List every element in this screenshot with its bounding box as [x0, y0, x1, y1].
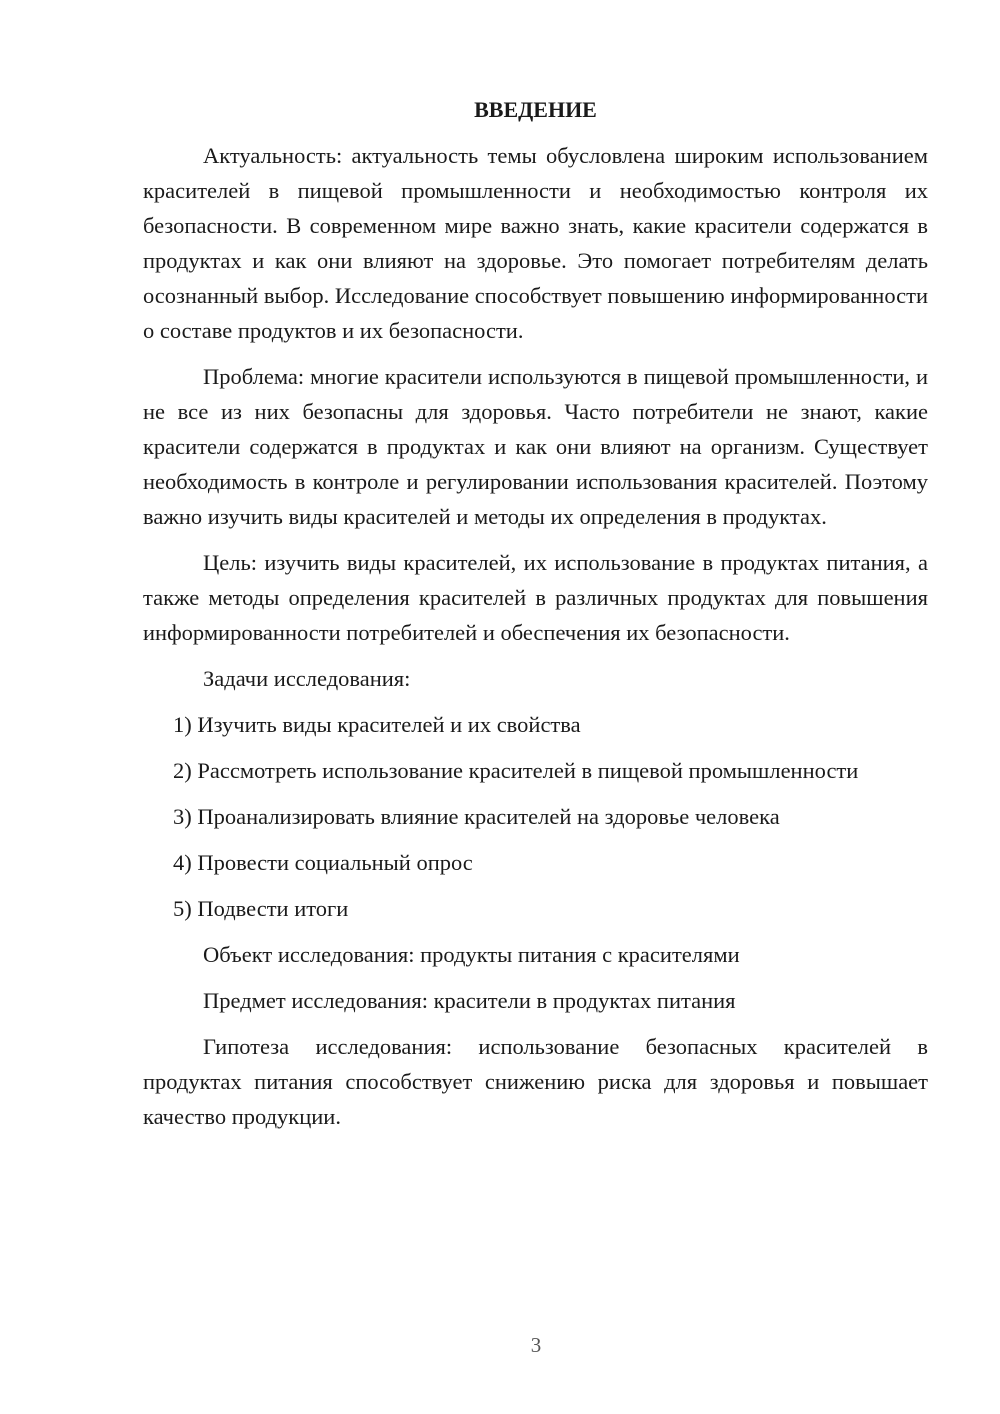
document-page [143, 92, 928, 1145]
task-item-2: 2) Рассмотреть использование красителей в пищевой промышленности [173, 758, 859, 783]
document-title: ВВЕДЕНИЕ [474, 97, 597, 122]
page-number: 3 [530, 1333, 542, 1357]
problem-paragraph: Проблема: многие красители используются в пищевой промышленности, и не все из них безопасны для здоровья. Часто потребители не знают, какие красители содержатся в продуктах и как они влияют на организм. Существует необходимость в контроле и регулировании использования красителей. Поэтому важно изучить виды красителей и методы их определения в продуктах. [143, 364, 928, 529]
task-item-5: 5) Подвести итоги [173, 896, 349, 921]
research-object: Объект исследования: продукты питания с красителями [203, 942, 740, 967]
goal-paragraph: Цель: изучить виды красителей, их использование в продуктах питания, а также методы определения красителей в различных продуктах для повышения информированности потребителей и обеспечения их безопасности. [143, 550, 928, 645]
task-item-1: 1) Изучить виды красителей и их свойства [173, 712, 581, 737]
task-item-4: 4) Провести социальный опрос [173, 850, 473, 875]
tasks-heading: Задачи исследования: [203, 666, 411, 691]
research-subject: Предмет исследования: красители в продуктах питания [203, 988, 736, 1013]
relevance-paragraph: Актуальность: актуальность темы обусловлена широким использованием красителей в пищевой промышленности и необходимостью контроля их безопасности. В современном мире важно знать, какие красители содержатся в продуктах и как они влияют на здоровье. Это помогает потребителям делать осознанный выбор. Исследование способствует повышению информированности о составе продуктов и их безопасности. [143, 143, 928, 343]
task-item-3: 3) Проанализировать влияние красителей на здоровье человека [173, 804, 780, 829]
hypothesis-paragraph: Гипотеза исследования: использование безопасных красителей в продуктах питания способствует снижению риска для здоровья и повышает качество продукции. [143, 1034, 928, 1129]
